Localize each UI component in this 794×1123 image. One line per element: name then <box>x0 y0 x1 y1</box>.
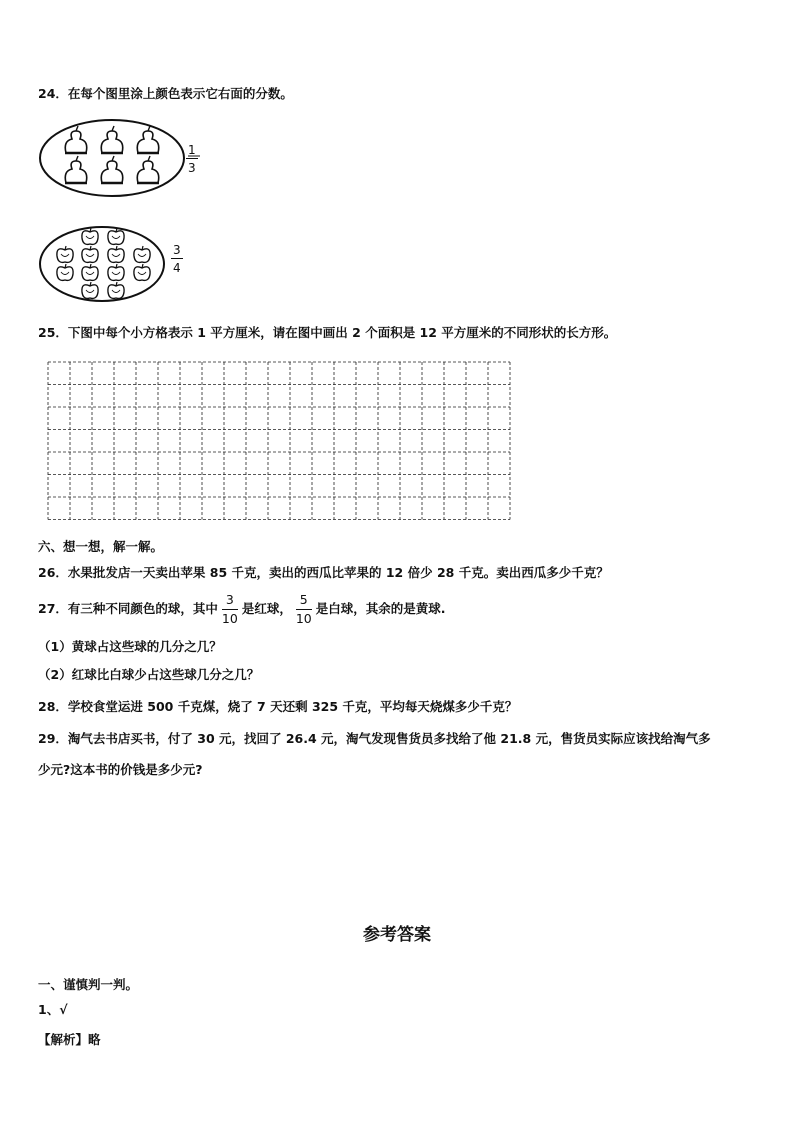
section-six-heading: 六、想一想，解一解。 <box>38 539 164 554</box>
fraction-one-third-num: 1 <box>188 143 196 157</box>
pear-icon <box>137 156 159 183</box>
apple-icon <box>57 264 73 280</box>
pear-group <box>65 126 159 183</box>
answers-title: 参考答案 <box>363 925 431 945</box>
answer-analysis: 【解析】略 <box>38 1032 101 1047</box>
apple-icon <box>82 264 98 280</box>
q27-prefix: 27．有三种不同颜色的球，其中 <box>38 601 218 616</box>
fraction-three-fourths-num: 3 <box>173 243 181 257</box>
q27-sub2: （2）红球比白球少占这些球几分之几？ <box>38 667 260 682</box>
fraction-three-fourths-den: 4 <box>173 261 181 275</box>
q27-fraction-white <box>296 594 312 625</box>
apple-group <box>57 228 150 298</box>
apple-icon <box>82 246 98 262</box>
q27-fraction-red-den: 10 <box>221 610 238 626</box>
dashed-grid <box>46 360 516 522</box>
q27-fraction-white-num: 5 <box>296 594 312 610</box>
answer-item-1: 1、√ <box>38 1002 68 1017</box>
apple-figure <box>38 223 178 305</box>
pear-icon <box>101 156 123 183</box>
apple-icon <box>108 246 124 262</box>
q27-fraction-white-den: 10 <box>295 610 312 626</box>
q25-text: 25．下图中每个小方格表示 1 平方厘米，请在图中画出 2 个面积是 12 平方厘米的不同形状的长方形。 <box>38 325 617 340</box>
pear-icon <box>65 126 87 153</box>
answers-section-one: 一、谨慎判一判。 <box>38 977 139 992</box>
q27-mid: 是红球， <box>241 601 292 616</box>
apple-icon <box>134 264 150 280</box>
q27-suffix: 是白球，其余的是黄球. <box>315 601 446 616</box>
apple-icon <box>82 228 98 244</box>
q29-line2: 少元?这本书的价钱是多少元? <box>38 762 203 777</box>
fraction-one-third <box>186 144 198 174</box>
q26-text: 26．水果批发店一天卖出苹果 85 千克，卖出的西瓜比苹果的 12 倍少 28 千克。卖出西瓜多少千克？ <box>38 565 609 580</box>
fraction-one-third-den: 3 <box>188 161 196 175</box>
apple-oval <box>40 227 164 301</box>
q27-sub1: （1）黄球占这些球的几分之几？ <box>38 639 222 654</box>
apple-icon <box>82 282 98 298</box>
fraction-three-fourths <box>171 244 183 274</box>
grid-lines <box>48 362 510 520</box>
pear-icon <box>65 156 87 183</box>
apple-icon <box>108 282 124 298</box>
q29-line1: 29．淘气去书店买书，付了 30 元，找回了 26.4 元，淘气发现售货员多找给了他 21.8 元，售货员实际应该找给淘气多 <box>38 731 711 746</box>
pear-icon <box>137 126 159 153</box>
pear-icon <box>101 126 123 153</box>
q27-fraction-red-num: 3 <box>222 594 238 610</box>
q24-text: 24．在每个图里涂上颜色表示它右面的分数。 <box>38 86 293 101</box>
q27-text <box>38 594 445 625</box>
q27-fraction-red <box>222 594 238 625</box>
apple-icon <box>134 246 150 262</box>
apple-icon <box>57 246 73 262</box>
apple-icon <box>108 228 124 244</box>
q28-text: 28．学校食堂运进 500 千克煤，烧了 7 天还剩 325 千克，平均每天烧煤多少千克？ <box>38 699 518 714</box>
apple-icon <box>108 264 124 280</box>
